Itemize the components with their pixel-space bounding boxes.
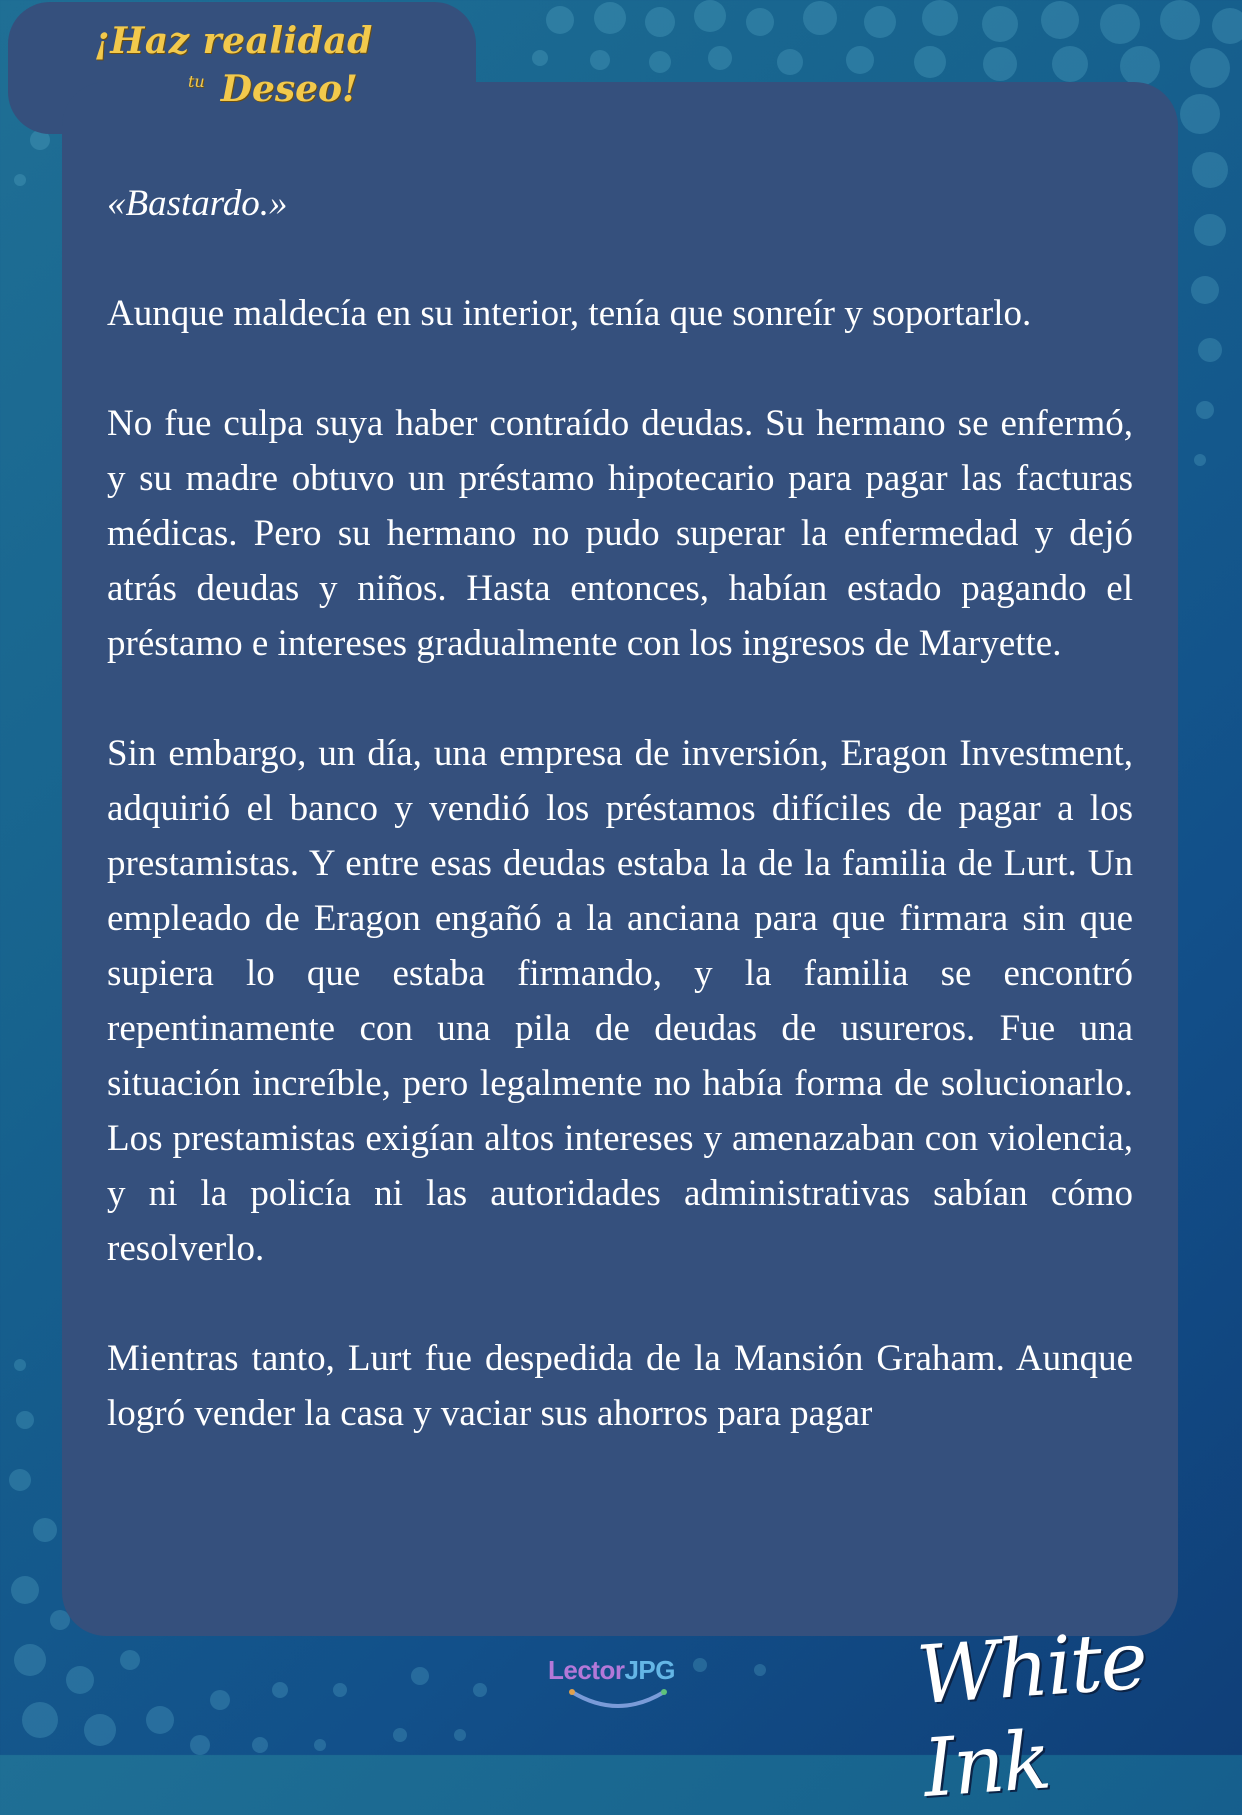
logo-line-2 (188, 68, 358, 110)
lector-word: Lector (548, 1655, 625, 1685)
logo-line-2-main: Deseo! (220, 68, 358, 110)
paragraph: «Bastardo.» (107, 183, 288, 224)
logo-line-2-small: tu (188, 72, 205, 91)
paragraph: Aunque maldecía en su interior, tenía que sonreír y soportarlo. (107, 293, 1032, 334)
lectorjpg-watermark (548, 1655, 675, 1686)
story-text (107, 176, 1133, 1496)
logo (88, 10, 388, 122)
paragraph: Mientras tanto, Lurt fue despedida de la Mansión Graham. Aunque logró vender la casa y vaciar sus ahorros para pagar (107, 1338, 1133, 1434)
logo-line-1: ¡Haz realidad (94, 20, 373, 62)
smile-icon (566, 1686, 670, 1712)
white-ink-signature: White Ink (913, 1613, 1149, 1815)
paragraph: Sin embargo, un día, una empresa de inversión, Eragon Investment, adquirió el banco y vendió los préstamos difíciles de pagar a los prestamistas. Y entre esas deudas estaba la de la familia de Lurt. Un empleado de Eragon engañó a la anciana para que firmara sin que supiera lo que estaba firmando, y la familia se encontró repentinamente con una pila de deudas de usureros. Fue una situación increíble, pero legalmente no había forma de solucionarlo. Los prestamistas exigían altos intereses y amenazaban con violencia, y ni la policía ni las autoridades administrativas sabían cómo resolverlo. (107, 733, 1133, 1269)
paragraph: No fue culpa suya haber contraído deudas. Su hermano se enfermó, y su madre obtuvo un préstamo hipotecario para pagar las facturas médicas. Pero su hermano no pudo superar la enfermedad y dejó atrás deudas y niños. Hasta entonces, habían estado pagando el préstamo e intereses gradualmente con los ingresos de Maryette. (107, 403, 1133, 664)
jpg-word: JPG (624, 1655, 675, 1685)
